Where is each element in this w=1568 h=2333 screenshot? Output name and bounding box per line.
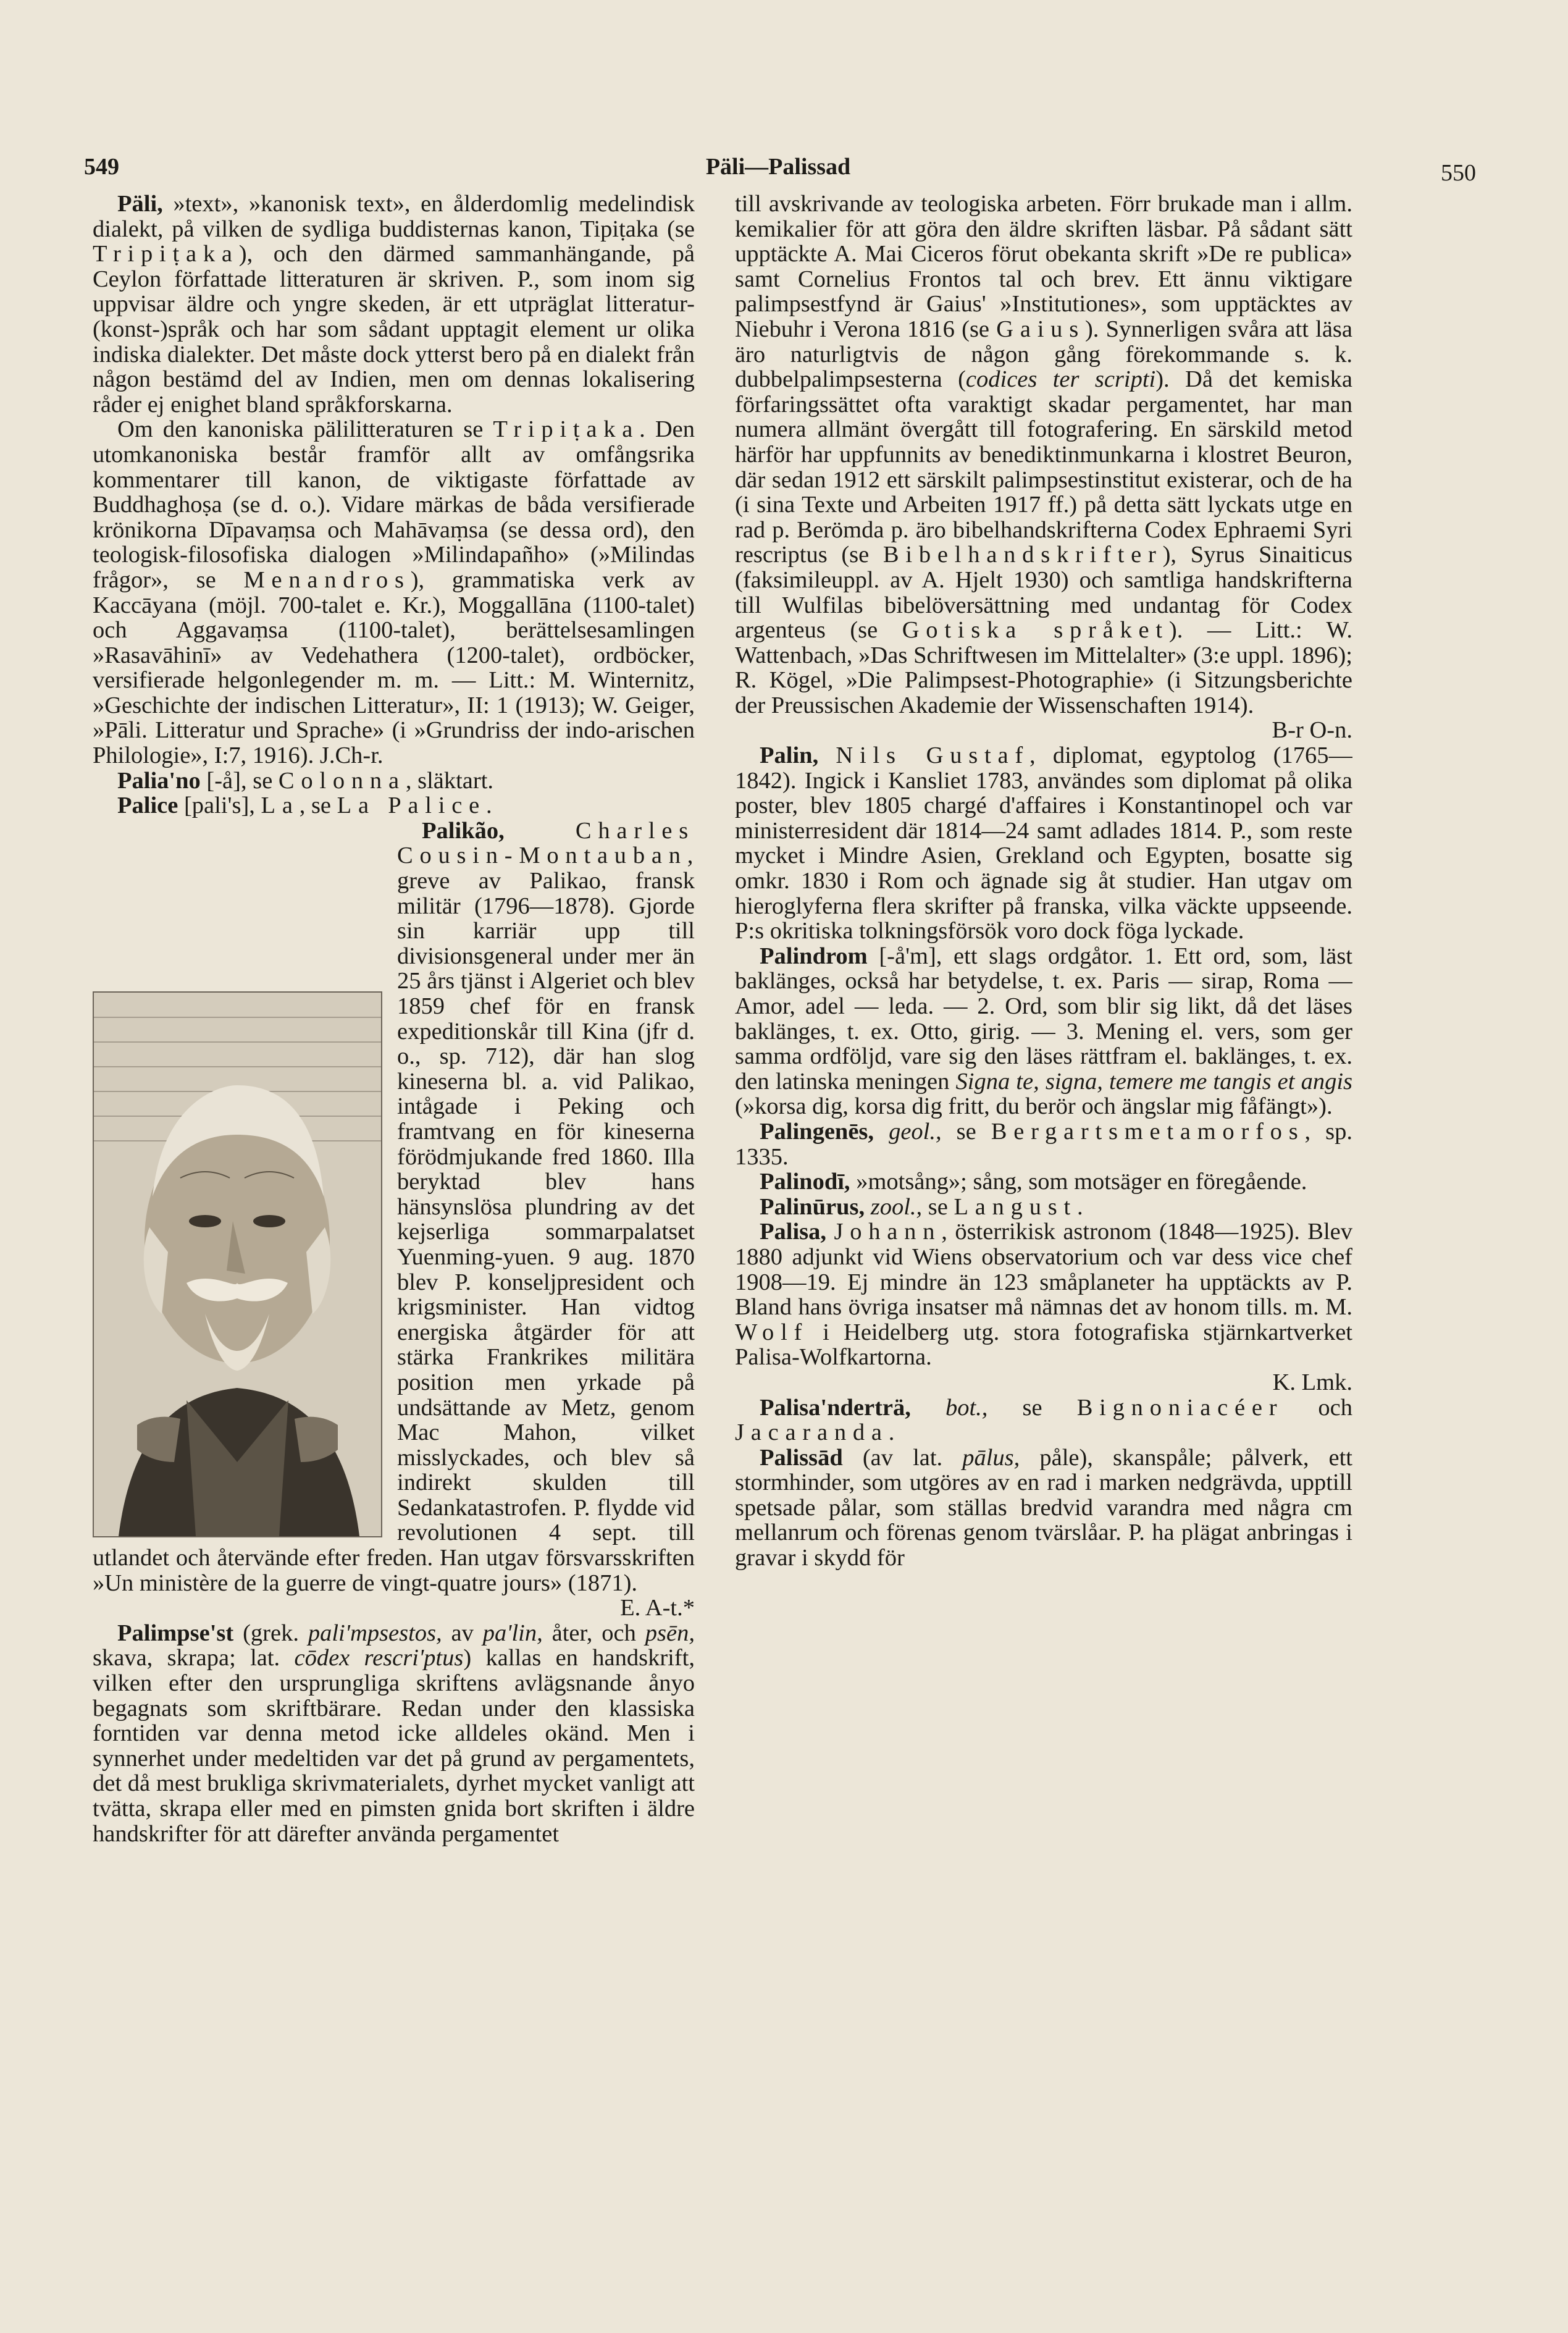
entry-text: ), grammatiska verk av Kaccāyana (möjl. 700-talet e. Kr.), Moggallāna (1100-talet) och Aggavaṃsa (1100-talet), berättelsesamlingen »Rasavāhinī» av Vedehathera (1200-talet), ordböcker, versifierade helgonlegender m. m. — Litt.: M. Winternitz, »Geschichte der indischen Litteratur», II: 1 (1913); W. Geiger, »Pāli. Litteratur und Sprache» (i »Grundriss der indo-arischen Philologie», I:7, 1916). J.Ch-r. xyxy=(93,566,695,769)
entry-text: . xyxy=(1076,1193,1083,1220)
person-name: Nils Gustaf xyxy=(836,742,1029,769)
author-signature: E. A-t.* xyxy=(620,1595,695,1621)
entry-text: , österrikisk astronom (1848—1925). Blev 1880 adjunkt vid Wiens observatorium och var dess vice chef 1908—19. Ej mindre än 123 småplaneter ha upptäckts av P. Bland hans övriga insatser må nämnas det av honom tills. m. M. xyxy=(735,1219,1352,1321)
cross-reference: Bergartsmetamorfos xyxy=(991,1118,1305,1145)
entry-text: , diplomat, egyptolog (1765—1842). Ingick i Kansliet 1783, användes som diplomat på olika poster, blev 1805 chargé d'affaires i Konstantinopel och var ministerresident där 1814—24 samt adlades 1814. P., som reste mycket i Mindre Asien, Grekland och Egypten, bosatte sig omkr. 1830 i Rom och ägnade sig åt studier. Han utgav om hieroglyferna flera skrifter på franska, vilka väckte uppseende. P:s okritiska tolkningsförsök voro dock föga lyckade. xyxy=(735,742,1352,944)
entry-palingenes xyxy=(735,1119,1352,1169)
entry-text: Om den kanoniska pälilitteraturen se xyxy=(117,416,493,443)
subject-label: zool., xyxy=(865,1193,923,1220)
cross-reference: Bibelhandskrifter xyxy=(883,542,1163,568)
entry-text: se xyxy=(922,1193,954,1220)
entry-text: [pali's], xyxy=(178,792,261,819)
entry-text: , sp. 1335. xyxy=(735,1118,1352,1170)
cross-reference: Jacaranda xyxy=(735,1419,889,1446)
entry-palisa xyxy=(735,1219,1352,1395)
entry-palimpsest xyxy=(93,1621,695,1846)
cross-reference: La Palice xyxy=(337,792,486,819)
entry-palinurus xyxy=(735,1195,1352,1220)
portrait-engraving xyxy=(93,991,382,1537)
headword: Palissād xyxy=(760,1444,843,1471)
entry-palin xyxy=(735,743,1352,944)
cross-reference: Bignoniacéer xyxy=(1076,1394,1284,1421)
entry-text: , greve av Palikao, fransk militär (1796—1878). Gjorde sin karriär upp till divisionsgeneral under mer än 25 års tjänst i Algeriet och blev 1859 chef för en fransk expeditionskår till Kina (jfr d. o., sp. 712), där han slog kineserna bl. a. vid Palikao, intågade i Peking och framtvang en för kineserna förödmjukande fred 1860. Illa beryktad blev hans hänsynslösa plundring av det kejserliga sommarpalatset Yuenming-yuen. 9 aug. 1870 blev P. konseljpresident och krigsminister. Han vidtog energiska åtgärder för att stärka Frankrikes militära position men yrkade på undsättande av Metz, genom Mac Mahon, vilket misslyckades, och blev så indirekt skulden till Sedankatastrofen. P. flydde vid revolutionen 4 sept. till utlandet och återvände efter freden. Han utgav försvarsskriften »Un ministère de la guerre de vingt-quatre jours» (1871). xyxy=(93,843,695,1596)
subject-label: bot., xyxy=(910,1394,988,1421)
entry-pali xyxy=(93,191,695,417)
page-header xyxy=(80,153,1476,190)
page-number-left: 549 xyxy=(84,154,119,180)
entry-palinodi xyxy=(735,1169,1352,1195)
entry-text: »motsång»; sång, som motsäger en föregående. xyxy=(850,1169,1307,1195)
right-column xyxy=(735,191,1352,2310)
entry-palissad xyxy=(735,1445,1352,1571)
entry-text: , se xyxy=(299,792,337,819)
entry-palikao-signature xyxy=(93,1595,695,1621)
entry-text: i Heidelberg utg. stora fotografiska stjärnkartverket Palisa-Wolfkartorna. xyxy=(735,1319,1352,1371)
cross-reference: Wolf xyxy=(735,1319,809,1345)
entry-text: ). — Litt.: W. Wattenbach, »Das Schriftwesen im Mittelalter» (3:e uppl. 1896); R. Kögel, »Die Palimpsest-Photographie» (i Sitzungsberichte der Preussischen Akademie der Wissenschaften 1914). xyxy=(735,617,1352,718)
subject-label: geol., xyxy=(874,1118,942,1145)
entry-text: (av lat. xyxy=(842,1444,963,1471)
headword: Palisa'nderträ, xyxy=(760,1394,911,1421)
etymology: pālus, xyxy=(962,1444,1020,1471)
entry-text: ). Då det kemiska förfaringssättet ofta varaktigt skadar pergamentet, har man numera allmänt övergått till fotografering. En särskild metod härför har uppfunnits av benediktinmunkarna i klostret Beuron, där sedan 1912 ett särskilt palimpsestinstitut existerar, och de ha (i sina Texte und Arbeiten 1917 ff.) på detta sätt lyckats utge en rad p. Berömda p. äro bibelhandskrifterna Codex Ephraemi Syri rescriptus (se xyxy=(735,366,1352,568)
latin-example: Signa te, signa, temere me tangis et angis xyxy=(955,1068,1352,1095)
entry-text: se xyxy=(987,1394,1077,1421)
cross-reference: La xyxy=(261,792,300,819)
author-signature: B-r O-n. xyxy=(1272,717,1352,744)
entry-text: se xyxy=(941,1118,991,1145)
entry-text: ). Synnerligen svåra att läsa äro naturligtvis de någon gång förekommande s. k. dubbelpalimpsesterna ( xyxy=(735,316,1352,393)
headword: Palimpse'st xyxy=(117,1620,234,1646)
person-name: Johann xyxy=(834,1219,942,1245)
entry-text: »text», »kanonisk text», en ålderdomlig medelindisk dialekt, på vilken de sydliga buddisternas kanon, Tipiṭaka (se xyxy=(93,191,695,242)
entry-text: [-å], se xyxy=(200,767,279,794)
entry-text: (grek. xyxy=(233,1620,308,1646)
entry-text: och xyxy=(1283,1394,1352,1421)
headword: Palikão, xyxy=(422,817,505,844)
cross-reference: Menandros xyxy=(243,566,411,593)
entry-palikao xyxy=(93,818,695,1595)
entry-palisandertra xyxy=(735,1395,1352,1445)
cross-reference: Tripiṭaka xyxy=(93,241,239,267)
page-number-right: 550 xyxy=(1441,160,1476,186)
left-column xyxy=(93,191,695,2310)
entry-text: ) kallas en handskrift, vilken efter den ursprungliga skriftens avlägsnande ånyo begagnats som skriftbärare. Redan under den klassiska forntiden var denna metod icke alldeles okänd. Men i synnerhet under medeltiden var det på grund av pergamentets, det då mest brukliga skrivmaterialets, dyrhet mycket vanligt att tvätta, skrapa eller med en pimsten gnida bort skriften i äldre handskrifter för att därefter använda pergamentet xyxy=(93,1645,695,1847)
cross-reference: Langust xyxy=(954,1193,1077,1220)
headword: Palinodī, xyxy=(760,1169,850,1195)
entry-text: skava, skrapa; lat. xyxy=(93,1645,295,1671)
entry-text: [-å'm], ett slags ordgåtor. 1. Ett ord, som, läst baklänges, också har betydelse, t. ex. Paris — sirap, Roma — Amor, adel — leda. — 2. Ord, som blir sig likt, då det läses baklänges, t. ex. Otto, girig. — 3. Mening el. vers, som ger samma ordföljd, vare sig den läses rättfram el. baklänges, t. ex. den latinska meningen xyxy=(735,943,1352,1095)
entry-palice xyxy=(93,793,695,818)
entry-text: ), Syrus Sinaiticus (faksimileuppl. av A. Hjelt 1930) och samtliga handskrifterna till Wulfilas bibelöversättning med undantag för Codex argenteus (se xyxy=(735,542,1352,644)
headword: Palisa, xyxy=(760,1219,827,1245)
cross-reference: Colonna xyxy=(278,767,406,794)
latin-term: codices ter scripti xyxy=(965,366,1156,393)
entry-pali-paragraph-2 xyxy=(93,417,695,768)
cross-reference: Gotiska språket xyxy=(902,617,1169,644)
entry-text: . xyxy=(888,1419,895,1446)
headword: Päli, xyxy=(117,191,163,217)
entry-text: påle), skanspåle; pålverk, ett stormhinder, som utgöres av en rad i marken nedgrävda, upptill spetsade pålar, som ställas bredvid varandra med några cm mellanrum och förenas genom tvärslåar. P. ha plägat anbringas i gravar i skydd för xyxy=(735,1444,1352,1571)
entry-text: av xyxy=(442,1620,483,1646)
entry-text: åter, och xyxy=(542,1620,645,1646)
headword: Palice xyxy=(117,792,178,819)
cross-reference: Tripiṭaka xyxy=(493,416,640,443)
headword: Palindrom xyxy=(760,943,868,969)
entry-palindrom xyxy=(735,944,1352,1119)
running-title: Päli—Palissad xyxy=(705,154,851,180)
entry-text: till avskrivande av teologiska arbeten. Förr brukade man i allm. kemikalier för att göra den äldre skriften läsbar. På sådant sätt upptäckte A. Mai Ciceros förut obekanta skrift »De re publica» samt Cornelius Frontos tal och brev. Ett ännu viktigare palimpsestfynd är Gaius' »Institutiones», som upptäcktes av Niebuhr i Verona 1816 (se xyxy=(735,191,1352,342)
author-signature: K. Lmk. xyxy=(1272,1369,1352,1395)
etymology: psēn, xyxy=(645,1620,695,1646)
etymology: pa'lin, xyxy=(482,1620,543,1646)
entry-text: , släktart. xyxy=(405,767,494,794)
headword: Palin, xyxy=(760,742,819,769)
headword: Palia'no xyxy=(117,767,201,794)
entry-text: . Den utomkanoniska består framför allt av omfångsrika kommentarer till kanon, de viktigaste författade av Buddhaghoṣa (se d. o.). Vidare märkas de båda versifierade krönikorna Dīpavaṃsa och Mahāvaṃsa (se dessa ord), den teologisk-filosofiska dialogen »Milindapañho» (»Milindas frågor», se xyxy=(93,416,695,593)
entry-text: (»korsa dig, korsa dig fritt, du berör och ängslar mig fåfängt»). xyxy=(735,1093,1333,1120)
headword: Palingenēs, xyxy=(760,1118,874,1145)
entry-text: ), och den därmed sammanhängande, på Ceylon författade litteraturen är skriven. P., som inom sig uppvisar äldre och yngre skeden, är ett utpräglat litteratur-(konst-)språk och har som sådant upptagit element ur olika indiska dialekter. Det måste dock ytterst bero på en dialekt från någon bestämd del av Indien, men om dennas lokalisering råder ej enighet bland språkforskarna. xyxy=(93,241,695,418)
cross-reference: Gaius xyxy=(996,316,1085,342)
headword: Palinūrus, xyxy=(760,1193,865,1220)
person-name: Charles Cousin-Montauban xyxy=(397,817,695,869)
etymology: pali'mpsestos, xyxy=(308,1620,442,1646)
etymology: cōdex rescri'ptus xyxy=(294,1645,464,1671)
entry-text: . xyxy=(485,792,492,819)
entry-paliano xyxy=(93,768,695,794)
portrait-illustration xyxy=(94,993,381,1536)
entry-palimpsest-continued xyxy=(735,191,1352,743)
